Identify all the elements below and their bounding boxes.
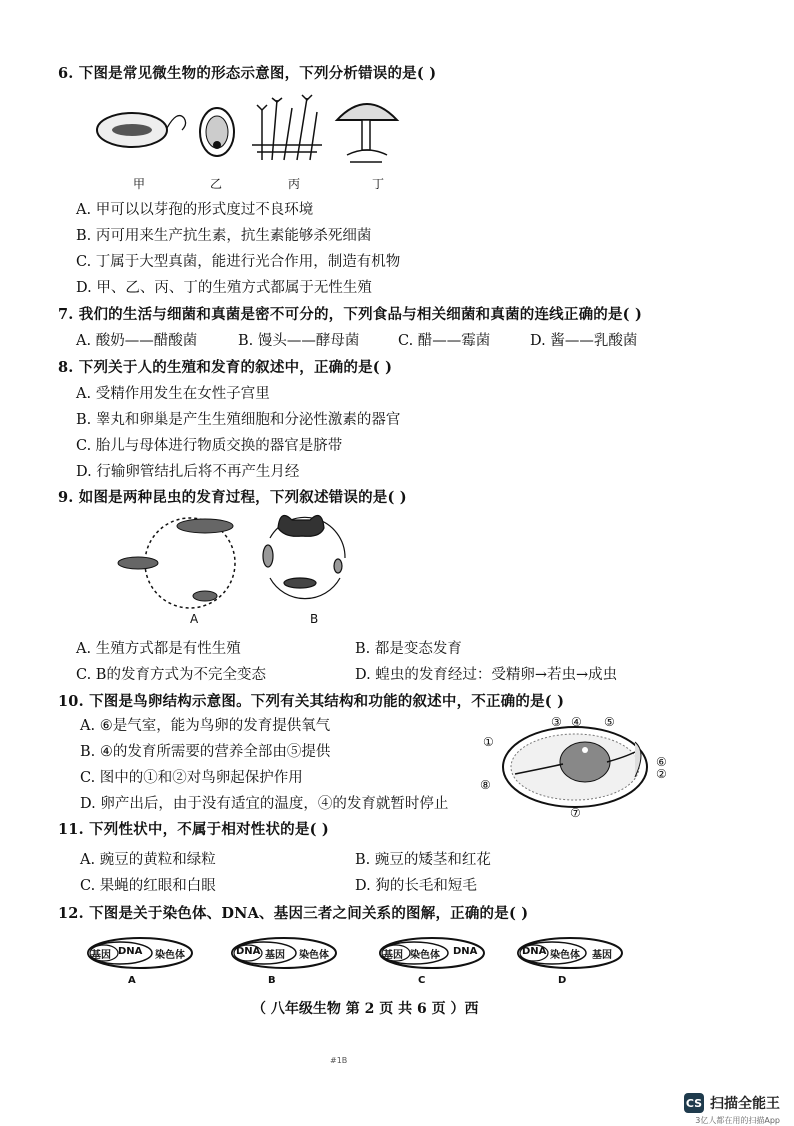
label-yi: 乙: [210, 177, 223, 191]
q7-option-a: A. 酸奶——醋酸菌: [76, 333, 198, 349]
q8-option-b: B. 睾丸和卵巢是产生生殖细胞和分泌性激素的器官: [76, 412, 401, 428]
page-mark: #1B: [330, 1056, 348, 1065]
q11-option-c: C. 果蝇的红眼和白眼: [80, 878, 216, 894]
q12-stem: 12. 下图是关于染色体、DNA、基因三者之间关系的图解，正确的是( ): [58, 905, 529, 922]
q10-option-b: B. ④的发育所需要的营养全部由⑤提供: [80, 744, 331, 760]
q10-option-d: D. 卵产出后，由于没有适宜的温度，④的发育就暂时停止: [80, 796, 449, 812]
diagram-c-inner: 基因: [383, 950, 403, 961]
diagram-c-letter: C: [418, 975, 426, 986]
q9-option-b: B. 都是变态发育: [355, 641, 462, 657]
q8-option-c: C. 胎儿与母体进行物质交换的器官是脐带: [76, 438, 343, 454]
microbe-figure: [92, 90, 392, 175]
q7-stem: 7. 我们的生活与细菌和真菌是密不可分的，下列食品与相关细菌和真菌的连线正确的是( ): [58, 306, 643, 323]
q11-option-b: B. 豌豆的矮茎和红花: [355, 852, 491, 868]
q11-option-a: A. 豌豆的黄粒和绿粒: [80, 852, 216, 868]
q10-option-a: A. ⑥是气室，能为鸟卵的发育提供氧气: [80, 718, 331, 734]
page-footer: （ 八年级生物 第 2 页 共 6 页 ）西: [252, 1001, 479, 1017]
diagram-b-middle: 基因: [265, 950, 285, 961]
q6-option-d: D. 甲、乙、丙、丁的生殖方式都属于无性生殖: [76, 280, 372, 296]
q8-option-a: A. 受精作用发生在女性子宫里: [76, 386, 270, 402]
label-b: B: [310, 612, 319, 626]
q11-stem: 11. 下列性状中，不属于相对性状的是( ): [58, 821, 329, 838]
diagram-a-inner: 基因: [91, 950, 111, 961]
insect-development-figure: [110, 508, 360, 608]
q9-option-d: D. 蝗虫的发育经过：受精卵→若虫→成虫: [355, 667, 618, 683]
diagram-d-letter: D: [558, 975, 567, 986]
q10-stem: 10. 下图是鸟卵结构示意图。下列有关其结构和功能的叙述中，不正确的是( ): [58, 693, 565, 710]
q8-stem: 8. 下列关于人的生殖和发育的叙述中，正确的是( ): [58, 359, 393, 376]
diagram-a-letter: A: [128, 975, 136, 986]
watermark-name: 扫描全能王: [710, 1096, 780, 1112]
callout-3: ③: [551, 715, 562, 729]
callout-4: ④: [571, 715, 582, 729]
diagram-d-middle: 染色体: [550, 950, 580, 961]
q7-option-d: D. 酱——乳酸菌: [530, 333, 638, 349]
callout-6: ⑥: [656, 755, 667, 769]
q6-option-a: A. 甲可以以芽孢的形式度过不良环境: [76, 202, 314, 218]
callout-2: ②: [656, 767, 667, 781]
diagram-b-outer: 染色体: [299, 950, 329, 961]
label-ding: 丁: [372, 177, 385, 191]
q6-stem: 6. 下图是常见微生物的形态示意图，下列分析错误的是( ): [58, 65, 437, 82]
callout-5: ⑤: [604, 715, 615, 729]
q10-option-c: C. 图中的①和②对鸟卵起保护作用: [80, 770, 303, 786]
callout-7: ⑦: [570, 806, 581, 820]
label-jia: 甲: [133, 177, 146, 191]
q11-option-d: D. 狗的长毛和短毛: [355, 878, 477, 894]
diagram-d-outer: 基因: [592, 950, 612, 961]
label-a: A: [190, 612, 199, 626]
q9-option-c: C. B的发育方式为不完全变态: [76, 667, 266, 683]
callout-1: ①: [483, 735, 494, 749]
camscanner-logo-icon: CS: [684, 1093, 704, 1113]
label-bing: 丙: [288, 177, 301, 191]
diagram-d-inner: DNA: [522, 946, 547, 957]
q9-option-a: A. 生殖方式都是有性生殖: [76, 641, 241, 657]
diagram-a-outer: 染色体: [155, 950, 185, 961]
diagram-b-inner: DNA: [236, 946, 261, 957]
scanner-watermark: [684, 1093, 780, 1125]
diagram-c-middle: 染色体: [410, 950, 440, 961]
watermark-subtitle: 3亿人都在用的扫描App: [695, 1116, 780, 1125]
diagram-a-middle: DNA: [118, 946, 143, 957]
callout-8: ⑧: [480, 778, 491, 792]
diagram-c-outer: DNA: [453, 946, 478, 957]
q6-option-b: B. 丙可用来生产抗生素，抗生素能够杀死细菌: [76, 228, 372, 244]
q7-option-c: C. 醋——霉菌: [398, 333, 491, 349]
q9-stem: 9. 如图是两种昆虫的发育过程，下列叙述错误的是( ): [58, 489, 407, 506]
q6-option-c: C. 丁属于大型真菌，能进行光合作用，制造有机物: [76, 254, 401, 270]
diagram-b-letter: B: [268, 975, 276, 986]
q7-option-b: B. 馒头——酵母菌: [238, 333, 360, 349]
q8-option-d: D. 行输卵管结扎后将不再产生月经: [76, 464, 300, 480]
